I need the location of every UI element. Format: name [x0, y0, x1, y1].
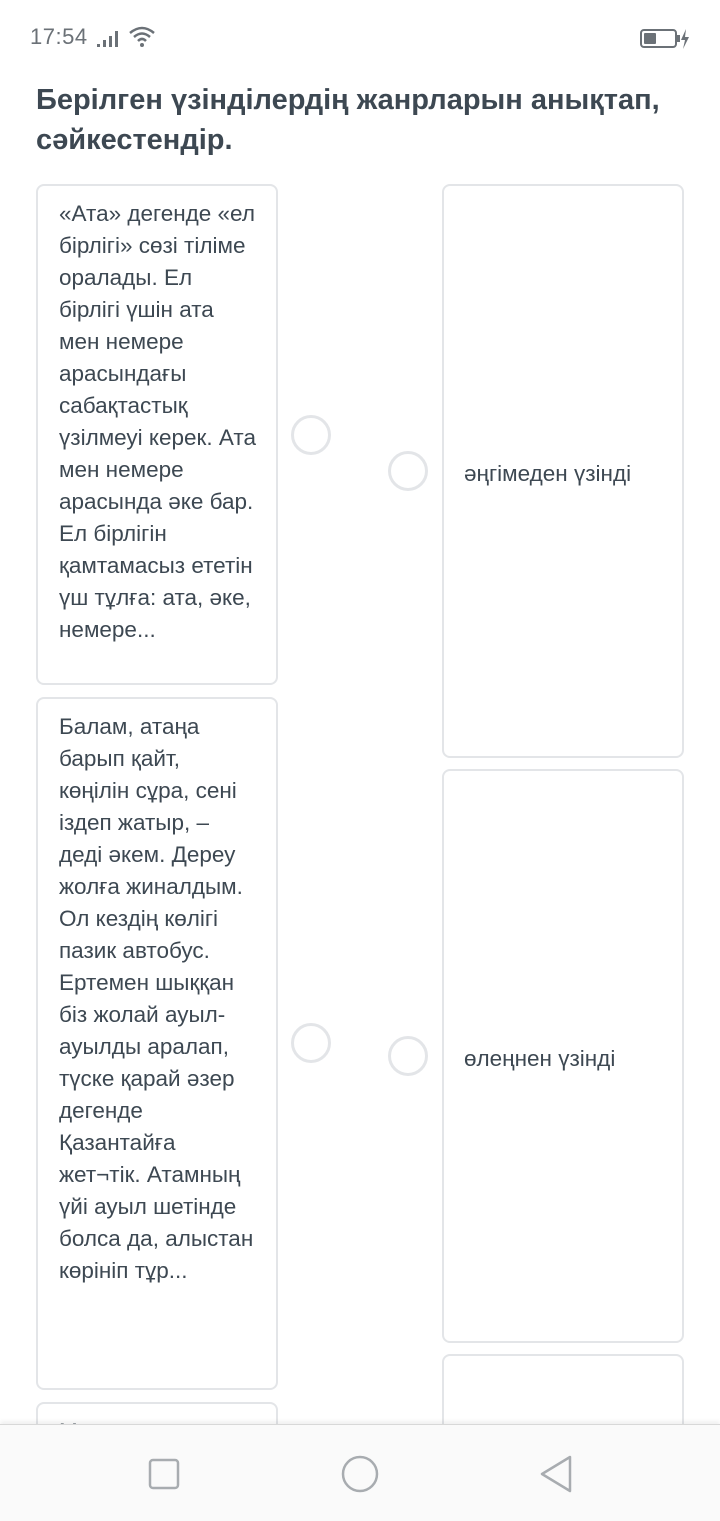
- wifi-icon: [128, 26, 156, 48]
- recent-apps-icon[interactable]: [148, 1458, 180, 1490]
- right-item-label: өлеңнен үзінді: [464, 1046, 616, 1071]
- right-item-card[interactable]: [442, 184, 684, 758]
- left-item-card[interactable]: [36, 184, 278, 685]
- right-connector-radio[interactable]: [388, 1036, 428, 1076]
- right-item-label: әңгімеден үзінді: [464, 461, 632, 486]
- right-item-card[interactable]: [442, 769, 684, 1343]
- navigation-bar: [0, 1424, 720, 1521]
- left-item-text: «Ата» дегенде «ел бірлігі» сөзі тіліме оралады. Ел бірлігі үшін ата мен немере арасындағы сабақтастық үзілмеуі керек. Ата мен немере арасында әке бар. Ел бірлігін қамтамасыз ететін үш тұлға: ата, әке, немере...: [59, 201, 256, 642]
- home-icon[interactable]: [340, 1454, 380, 1494]
- battery-charging-icon: [640, 28, 692, 50]
- status-bar: [0, 0, 720, 76]
- right-connector-radio[interactable]: [388, 451, 428, 491]
- status-time: 17:54: [30, 24, 88, 49]
- question-title: Берілген үзінділердің жанрларын анықтап, сәйкестендір.: [36, 84, 660, 156]
- left-connector-radio[interactable]: [291, 415, 331, 455]
- signal-icon: [97, 28, 123, 48]
- back-icon[interactable]: [538, 1454, 574, 1494]
- left-item-text: Балам, атаңа барып қайт, көңілін сұра, сені іздеп жатыр, – деді әкем. Дереу жолға жиналдым. Ол кездің көлігі пазик автобус. Ертемен шыққан біз жолай ауыл-ауылды аралап, түске қарай әзер дегенде Қазантайға жет¬тік. Атамның үйі ауыл шетінде болса да, алыстан көрініп тұр...: [59, 714, 254, 1283]
- left-item-card[interactable]: [36, 697, 278, 1390]
- left-connector-radio[interactable]: [291, 1023, 331, 1063]
